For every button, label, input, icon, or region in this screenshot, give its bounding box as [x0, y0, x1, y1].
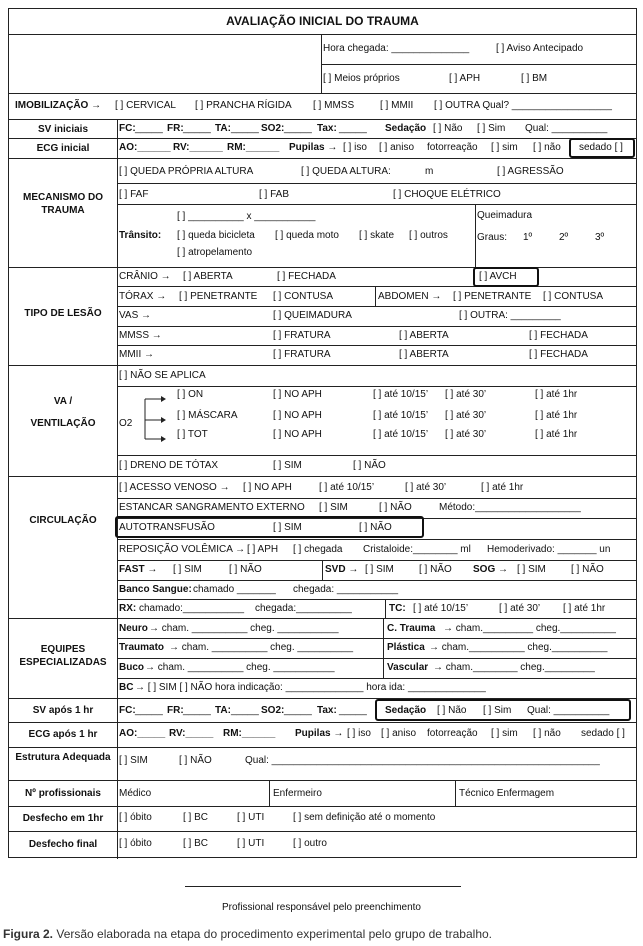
aph-checkbox[interactable]: [ ] APH	[449, 73, 481, 84]
caption-figure-number: Figura 2.	[3, 927, 54, 941]
graus-label: Graus:	[477, 232, 508, 243]
rm-field[interactable]: RM:______	[227, 142, 280, 153]
bc-label: BC	[119, 682, 134, 693]
faf-checkbox[interactable]: [ ] FAF	[119, 189, 149, 200]
fast-label: FAST →	[119, 564, 158, 575]
tc-ate10-checkbox[interactable]: [ ] até 10/15’	[413, 603, 469, 614]
desfecho1h-label: Desfecho em 1hr	[22, 813, 104, 824]
metodo-field[interactable]: Método:___________________	[439, 502, 581, 513]
mmss-fechada-checkbox[interactable]: [ ] FECHADA	[529, 330, 588, 341]
agressao-checkbox[interactable]: [ ] AGRESSÃO	[497, 166, 564, 177]
queimadura-label: Queimadura	[477, 210, 533, 221]
acesso-ate30-checkbox[interactable]: [ ] até 30’	[405, 482, 447, 493]
desfecho-final-label: Desfecho final	[28, 839, 98, 850]
atropelamento-checkbox[interactable]: [ ] atropelamento	[177, 247, 253, 258]
avch-checkbox[interactable]: [ ] AVCH	[479, 271, 517, 282]
sog-nao-checkbox[interactable]: [ ] NÃO	[571, 564, 604, 575]
banco-chamado-field[interactable]: chamado _______	[193, 584, 276, 595]
fc-label: FC:	[119, 123, 136, 134]
highlight-box-sedacao	[375, 699, 631, 721]
o2-branch-arrows	[135, 393, 175, 443]
tc-ate30-checkbox[interactable]: [ ] até 30’	[499, 603, 541, 614]
o2-label: O2	[119, 418, 133, 429]
aniso-checkbox[interactable]: [ ] aniso	[379, 142, 415, 153]
sedado-checkbox[interactable]: sedado [ ]	[579, 142, 623, 153]
reposicao-label: REPOSIÇÃO VOLÊMICA →	[119, 544, 246, 555]
abdomen-label: ABDOMEN →	[378, 291, 442, 302]
sedacao2-nao-checkbox[interactable]: [ ] Não	[437, 705, 467, 716]
o2-row-2-noaph-checkbox[interactable]: [ ] NO APH	[273, 429, 322, 440]
highlight-box-avch	[473, 267, 539, 287]
buco-fields[interactable]: → cham. __________ cheg. ___________	[145, 662, 335, 673]
so2-field[interactable]: _____	[284, 123, 312, 134]
sedacao2-label: Sedação	[385, 705, 427, 716]
queda-moto-checkbox[interactable]: [ ] queda moto	[275, 230, 339, 241]
cranio-aberta-checkbox[interactable]: [ ] ABERTA	[183, 271, 233, 282]
sedado2-checkbox[interactable]: sedado [ ]	[581, 728, 625, 739]
cervical-checkbox[interactable]: [ ] CERVICAL	[115, 100, 176, 111]
tc-ate1h-checkbox[interactable]: [ ] até 1hr	[563, 603, 606, 614]
estrutura-label: Estrutura Adequada	[15, 752, 111, 763]
svd-label: SVD →	[325, 564, 359, 575]
o2-row-1-ate10-checkbox[interactable]: [ ] até 10/15’	[373, 410, 429, 421]
figure-caption	[3, 927, 492, 941]
dreno-sim-checkbox[interactable]: [ ] SIM	[273, 460, 302, 471]
rx-chegada-field[interactable]: chegada:__________	[255, 603, 352, 614]
o2-row-0-ate10-checkbox[interactable]: [ ] até 10/15’	[373, 389, 429, 400]
rv2-field[interactable]: RV:_____	[169, 728, 214, 739]
mmii-fratura-checkbox[interactable]: [ ] FRATURA	[273, 349, 331, 360]
rm2-field[interactable]: RM:______	[223, 728, 276, 739]
fr2-field[interactable]: _____	[183, 705, 211, 716]
buco-label: Buco	[119, 662, 144, 673]
sv-iniciais-label: SV iniciais	[37, 124, 89, 135]
svd-nao-checkbox[interactable]: [ ] NÃO	[419, 564, 452, 575]
ctrauma-label: C. Trauma	[387, 623, 436, 634]
queda-propria-checkbox[interactable]: [ ] QUEDA PRÓPRIA ALTURA	[119, 166, 254, 177]
fc2-field[interactable]: _____	[135, 705, 163, 716]
o2-row-2-ate1h-checkbox[interactable]: [ ] até 1hr	[535, 429, 578, 440]
svd-sim-checkbox[interactable]: [ ] SIM	[365, 564, 394, 575]
hemoderivado-field[interactable]: Hemoderivado: _______ un	[487, 544, 611, 555]
pupilas2-label: Pupilas →	[295, 728, 344, 739]
fc2-label: FC:	[119, 705, 136, 716]
ta2-field[interactable]: _____	[231, 705, 259, 716]
autotransfusao-sim-checkbox[interactable]: [ ] SIM	[273, 522, 302, 533]
so22-label: SO2:	[261, 705, 285, 716]
desfecho-final-bc-checkbox[interactable]: [ ] BC	[183, 838, 209, 849]
profissionais-label: Nº profissionais	[25, 788, 101, 799]
prancha-checkbox[interactable]: [ ] PRANCHA RÍGIDA	[195, 100, 292, 111]
mecanismo-label: MECANISMO DO TRAUMA	[23, 192, 103, 216]
sv-apos-label: SV após 1 hr	[32, 705, 94, 716]
vas-queimadura-checkbox[interactable]: [ ] QUEIMADURA	[273, 310, 352, 321]
acesso-ate1h-checkbox[interactable]: [ ] até 1hr	[481, 482, 524, 493]
so22-field[interactable]: _____	[284, 705, 312, 716]
estancar-label: ESTANCAR SANGRAMENTO EXTERNO	[119, 502, 305, 513]
pupilas-label: Pupilas →	[289, 142, 338, 153]
tax-label: Tax:	[317, 123, 337, 134]
highlight-box-autotransfusao	[115, 516, 424, 538]
queda-altura-checkbox[interactable]: [ ] QUEDA ALTURA:	[301, 166, 391, 177]
medico-field[interactable]: Médico	[119, 788, 152, 799]
bm-checkbox[interactable]: [ ] BM	[521, 73, 548, 84]
reposicao-aph-checkbox[interactable]: [ ] APH	[247, 544, 279, 555]
desfecho1h-uti-checkbox[interactable]: [ ] UTI	[237, 812, 265, 823]
transito-outros-checkbox[interactable]: [ ] outros	[409, 230, 448, 241]
cristaloide-field[interactable]: Cristaloide:________ ml	[363, 544, 471, 555]
fr2-label: FR:	[167, 705, 184, 716]
skate-checkbox[interactable]: [ ] skate	[359, 230, 395, 241]
meios-proprios-checkbox[interactable]: [ ] Meios próprios	[323, 73, 400, 84]
estancar-nao-checkbox[interactable]: [ ] NÃO	[379, 502, 412, 513]
o2-row-1-ate30-checkbox[interactable]: [ ] até 30’	[445, 410, 487, 421]
ta2-label: TA:	[215, 705, 231, 716]
torax-penetrante-checkbox[interactable]: [ ] PENETRANTE	[179, 291, 258, 302]
abdomen-contusa-checkbox[interactable]: [ ] CONTUSA	[543, 291, 604, 302]
fr-field[interactable]: _____	[183, 123, 211, 134]
fotorreacao-sim-checkbox[interactable]: [ ] sim	[491, 142, 518, 153]
caption-text: Versão elaborada na etapa do procedimento experimental pelo grupo de trabalho.	[56, 927, 492, 941]
desfecho-final-obito-checkbox[interactable]: [ ] óbito	[119, 838, 152, 849]
estrutura-qual-field[interactable]: Qual: ___________________________________________________________	[245, 755, 600, 766]
banco-sangue-label: Banco Sangue:	[119, 584, 192, 595]
tax-field[interactable]: _____	[339, 123, 367, 134]
grau-2-option[interactable]: 2º	[559, 232, 569, 243]
tax2-label: Tax:	[317, 705, 337, 716]
sedacao-label: Sedação	[385, 123, 427, 134]
fast-sim-checkbox[interactable]: [ ] SIM	[173, 564, 202, 575]
tax2-field[interactable]: _____	[339, 705, 367, 716]
vas-label: VAS →	[119, 310, 152, 321]
neuro-label: Neuro	[119, 623, 148, 634]
va-label: VA /	[53, 396, 73, 407]
rv-field[interactable]: RV:______	[173, 142, 223, 153]
imob-outra-field[interactable]: [ ] OUTRA Qual? __________________	[434, 100, 612, 111]
fc-field[interactable]: _____	[135, 123, 163, 134]
mmss-fratura-checkbox[interactable]: [ ] FRATURA	[273, 330, 331, 341]
o2-row-1-noaph-checkbox[interactable]: [ ] NO APH	[273, 410, 322, 421]
o2-row-2-item-checkbox[interactable]: [ ] TOT	[177, 429, 208, 440]
sedacao2-qual-field[interactable]: Qual: __________	[527, 705, 610, 716]
o2-row-0-ate1h-checkbox[interactable]: [ ] até 1hr	[535, 389, 578, 400]
fotorreacao2-label: fotorreação	[427, 728, 478, 739]
fab-checkbox[interactable]: [ ] FAB	[259, 189, 290, 200]
mmii-fechada-checkbox[interactable]: [ ] FECHADA	[529, 349, 588, 360]
iso-checkbox[interactable]: [ ] iso	[343, 142, 367, 153]
rx-label: RX:	[119, 603, 137, 614]
tc-label: TC:	[389, 603, 406, 614]
sedacao2-sim-checkbox[interactable]: [ ] Sim	[483, 705, 512, 716]
traumato-label: Traumato	[119, 642, 165, 653]
sedacao-sim-checkbox[interactable]: [ ] Sim	[477, 123, 506, 134]
o2-row-1-item-checkbox[interactable]: [ ] MÁSCARA	[177, 410, 238, 421]
sog-label: SOG →	[473, 564, 509, 575]
choque-eletrico-checkbox[interactable]: [ ] CHOQUE ELÉTRICO	[393, 189, 501, 200]
o2-row-2-ate30-checkbox[interactable]: [ ] até 30’	[445, 429, 487, 440]
estrutura-sim-checkbox[interactable]: [ ] SIM	[119, 755, 148, 766]
autotransfusao-label: AUTOTRANSFUSÃO	[119, 522, 215, 533]
ventilacao-label: VENTILAÇÃO	[30, 418, 96, 429]
tecnico-field[interactable]: Técnico Enfermagem	[459, 788, 555, 799]
dreno-torax-checkbox[interactable]: [ ] DRENO DE TÓTAX	[119, 460, 219, 471]
fotorreacao2-sim-checkbox[interactable]: [ ] sim	[491, 728, 518, 739]
neuro-fields[interactable]: → cham. __________ cheg. ___________	[149, 623, 339, 634]
aniso2-checkbox[interactable]: [ ] aniso	[381, 728, 417, 739]
imob-mmss-checkbox[interactable]: [ ] MMSS	[313, 100, 355, 111]
desfecho-final-outro-checkbox[interactable]: [ ] outro	[293, 838, 327, 849]
mmii-aberta-checkbox[interactable]: [ ] ABERTA	[399, 349, 449, 360]
mmii-label: MMII →	[119, 349, 154, 360]
abdomen-penetrante-checkbox[interactable]: [ ] PENETRANTE	[453, 291, 532, 302]
o2-row-0-noaph-checkbox[interactable]: [ ] NO APH	[273, 389, 322, 400]
o2-row-0-item-checkbox[interactable]: [ ] ON	[177, 389, 204, 400]
acesso-ate10-checkbox[interactable]: [ ] até 10/15’	[319, 482, 375, 493]
ta-label: TA:	[215, 123, 231, 134]
rx-chamado-field[interactable]: chamado:___________	[139, 603, 245, 614]
enfermeiro-field[interactable]: Enfermeiro	[273, 788, 322, 799]
aviso-antecipado-checkbox[interactable]: [ ] Aviso Antecipado	[496, 43, 584, 54]
desfecho1h-semdef-checkbox[interactable]: [ ] sem definição até o momento	[293, 812, 436, 823]
signature-label: Profissional responsável pelo preenchimento	[221, 902, 421, 913]
highlight-box-sedado	[569, 138, 635, 158]
ao2-field[interactable]: AO:_____	[119, 728, 166, 739]
mmss-aberta-checkbox[interactable]: [ ] ABERTA	[399, 330, 449, 341]
signature-line[interactable]	[185, 886, 461, 887]
queda-bicicleta-checkbox[interactable]: [ ] queda bicicleta	[177, 230, 255, 241]
cranio-fechada-checkbox[interactable]: [ ] FECHADA	[277, 271, 336, 282]
desfecho1h-bc-checkbox[interactable]: [ ] BC	[183, 812, 209, 823]
plastica-label: Plástica	[387, 642, 425, 653]
va-nao-aplica-checkbox[interactable]: [ ] NÃO SE APLICA	[119, 370, 206, 381]
imob-mmii-checkbox[interactable]: [ ] MMII	[380, 100, 414, 111]
sedacao-qual-field[interactable]: Qual: __________	[525, 123, 608, 134]
hora-chegada-field[interactable]: Hora chegada: ______________	[323, 43, 470, 54]
circulacao-label: CIRCULAÇÃO	[29, 515, 97, 526]
iso2-checkbox[interactable]: [ ] iso	[347, 728, 371, 739]
ta-field[interactable]: _____	[231, 123, 259, 134]
form-title: AVALIAÇÃO INICIAL DO TRAUMA	[226, 14, 419, 28]
fr-label: FR:	[167, 123, 184, 134]
bc-fields[interactable]: → [ ] SIM [ ] NÃO hora indicação: ______________ hora ida: ______________	[135, 682, 486, 693]
desfecho1h-obito-checkbox[interactable]: [ ] óbito	[119, 812, 152, 823]
mmss-label: MMSS →	[119, 330, 162, 341]
o2-row-2-ate10-checkbox[interactable]: [ ] até 10/15’	[373, 429, 429, 440]
fast-nao-checkbox[interactable]: [ ] NÃO	[229, 564, 262, 575]
ao-field[interactable]: AO:______	[119, 142, 171, 153]
dreno-nao-checkbox[interactable]: [ ] NÃO	[353, 460, 386, 471]
desfecho-final-uti-checkbox[interactable]: [ ] UTI	[237, 838, 265, 849]
banco-chegada-field[interactable]: chegada: ___________	[293, 584, 399, 595]
traumato-fields[interactable]: → cham. __________ cheg. __________	[169, 642, 354, 653]
grau-1-option[interactable]: 1º	[523, 232, 533, 243]
estancar-sim-checkbox[interactable]: [ ] SIM	[319, 502, 348, 513]
ctrauma-fields[interactable]: → cham._________ cheg.__________	[443, 623, 616, 634]
torax-contusa-checkbox[interactable]: [ ] CONTUSA	[273, 291, 334, 302]
transito-label: Trânsito:	[119, 230, 162, 241]
autotransfusao-nao-checkbox[interactable]: [ ] NÃO	[359, 522, 392, 533]
trauma-form	[8, 8, 637, 858]
equipes-label: EQUIPES ESPECIALIZADAS	[19, 644, 107, 668]
acesso-venoso-checkbox[interactable]: [ ] ACESSO VENOSO →	[119, 482, 230, 493]
vascular-label: Vascular	[387, 662, 429, 673]
vascular-fields[interactable]: → cham.________ cheg._________	[433, 662, 595, 673]
grau-3-option[interactable]: 3º	[595, 232, 605, 243]
cranio-label: CRÂNIO →	[119, 271, 171, 282]
queda-altura-unit: m	[425, 166, 434, 177]
plastica-fields[interactable]: → cham.__________ cheg.__________	[429, 642, 608, 653]
estrutura-nao-checkbox[interactable]: [ ] NÃO	[179, 755, 212, 766]
o2-row-1-ate1h-checkbox[interactable]: [ ] até 1hr	[535, 410, 578, 421]
fotorreacao2-nao-checkbox[interactable]: [ ] não	[533, 728, 561, 739]
transito-veiculos-field[interactable]: [ ] __________ x ___________	[177, 211, 316, 222]
so2-label: SO2:	[261, 123, 285, 134]
reposicao-chegada-checkbox[interactable]: [ ] chegada	[293, 544, 343, 555]
fotorreacao-nao-checkbox[interactable]: [ ] não	[533, 142, 561, 153]
o2-row-0-ate30-checkbox[interactable]: [ ] até 30’	[445, 389, 487, 400]
ecg-apos-label: ECG após 1 hr	[28, 729, 98, 740]
tipo-lesao-label: TIPO DE LESÃO	[24, 308, 102, 319]
ecg-inicial-label: ECG inicial	[36, 143, 90, 154]
fotorreacao-label: fotorreação	[427, 142, 478, 153]
sedacao-nao-checkbox[interactable]: [ ] Não	[433, 123, 463, 134]
imobilizacao-label: IMOBILIZAÇÃO →	[15, 100, 102, 111]
vas-outra-field[interactable]: [ ] OUTRA: _________	[459, 310, 561, 321]
acesso-noaph-checkbox[interactable]: [ ] NO APH	[243, 482, 292, 493]
torax-label: TÓRAX →	[119, 291, 167, 302]
sog-sim-checkbox[interactable]: [ ] SIM	[517, 564, 546, 575]
